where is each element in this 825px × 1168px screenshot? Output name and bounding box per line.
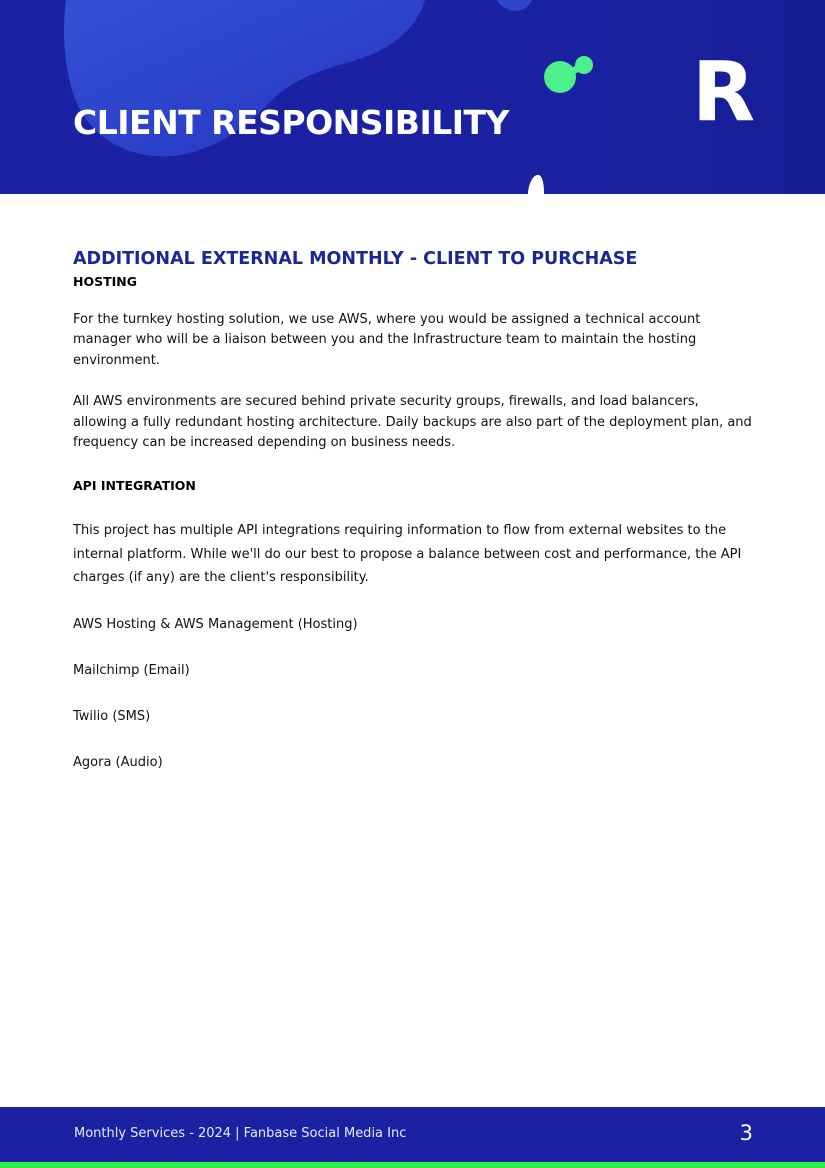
list-item: Mailchimp (Email): [73, 662, 190, 678]
drip-decoration: [520, 172, 546, 196]
page-header: [0, 0, 825, 194]
brand-logo: R: [692, 45, 756, 140]
hosting-paragraph-2: All AWS environments are secured behind private security groups, firewalls, and load balancers, allowing a fully redundant hosting architecture. Daily backups are also part of the deployment plan, and frequency can be increased depending on business needs.: [73, 394, 752, 451]
hosting-paragraph-1: For the turnkey hosting solution, we use AWS, where you would be assigned a technical account manager who will be a liaison between you and the Infrastructure team to maintain the hosting environment.: [73, 312, 701, 368]
footer-accent-bar: [0, 1162, 825, 1168]
api-integration-heading: API INTEGRATION: [73, 478, 196, 494]
page-title: CLIENT RESPONSIBILITY: [73, 103, 509, 142]
section-heading: ADDITIONAL EXTERNAL MONTHLY - CLIENT TO PURCHASE: [73, 249, 638, 269]
service-list: [73, 616, 753, 772]
list-item: Twilio (SMS): [73, 708, 151, 724]
main-content: [73, 248, 753, 772]
hosting-heading: HOSTING: [73, 274, 137, 289]
list-item: Agora (Audio): [73, 754, 163, 770]
page-number: 3: [739, 1121, 753, 1145]
page-footer: [0, 1107, 825, 1162]
list-item: AWS Hosting & AWS Management (Hosting): [73, 616, 358, 632]
api-paragraph: This project has multiple API integrations requiring information to flow from external websites to the internal platform. While we'll do our best to propose a balance between cost and performance, the API charges (if any) are the client's responsibility.: [73, 523, 742, 586]
footer-text: Monthly Services - 2024 | Fanbase Social Media Inc: [74, 1126, 407, 1141]
